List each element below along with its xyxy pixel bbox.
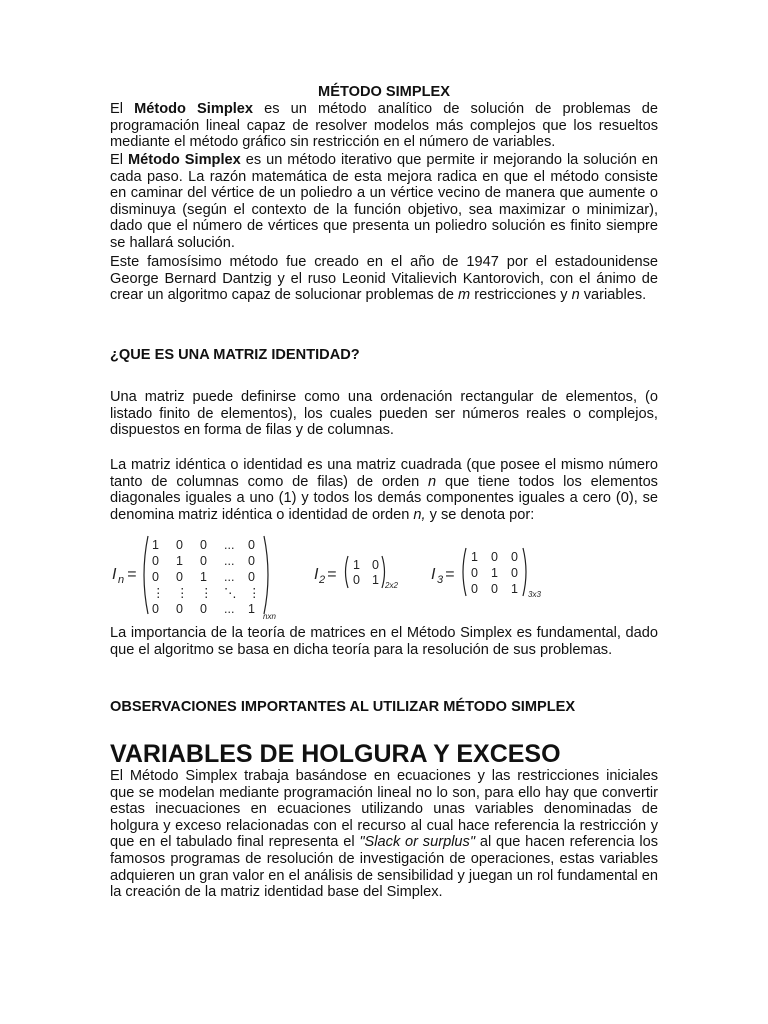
p5-post: y se denota por:: [425, 506, 535, 523]
paragraph-history: [110, 254, 658, 304]
paragraph-identidad-def: [110, 457, 658, 523]
in-cell: ⋮: [248, 586, 261, 600]
i3-cell: 1: [511, 582, 518, 596]
i3-cell: 0: [491, 550, 498, 564]
in-cell: 0: [200, 602, 207, 616]
in-cell: 1: [152, 538, 159, 552]
i3-subscript: 3: [437, 574, 444, 586]
p5-pre: La matriz idéntica o identidad es una matriz cuadrada (que posee el mismo número tanto de columnas como de filas) de orden: [110, 457, 658, 490]
in-cell: 0: [248, 570, 255, 584]
p3-mid: restricciones y: [470, 287, 572, 304]
i3-equals: =: [445, 566, 455, 583]
p2-post: es un método iterativo que permite ir mejorando la solución en cada paso. La razón matemática de esta mejora radica en que el método consiste en caminar del vértice de un poliedro a un vértice vecino de manera que aumente o disminuya (según el contexto de la función objetivo, sea maximizar o minimizar), dado que el número de vértices que presenta un poliedro solución es finito siempre se hallará solución.: [110, 152, 659, 251]
i2-cell: 0: [353, 573, 360, 587]
in-cell: ⋮: [176, 586, 189, 600]
p5-n1: n: [428, 473, 437, 490]
p1-post: es un método analítico de solución de problemas de programación lineal capaz de resolver modelos más complejos que los resueltos mediante el método gráfico sin restricción en el número de variables.: [110, 101, 658, 151]
i3-matrix-cells: [471, 550, 518, 596]
in-cell: 0: [248, 538, 255, 552]
formula-i3: [431, 548, 541, 599]
p3-n: n: [571, 287, 580, 304]
in-cell: 1: [248, 602, 255, 616]
p7-slack: "Slack or surplus": [359, 834, 476, 851]
in-cell: 0: [200, 538, 207, 552]
heading-matriz-identidad: ¿QUE ES UNA MATRIZ IDENTIDAD?: [110, 347, 360, 363]
in-cell: 0: [152, 554, 159, 568]
in-cell: ...: [224, 602, 235, 616]
p3-pre: Este famosísimo método fue creado en el año de 1947 por el estadounidense George Bernard Dantzig y el ruso Leonid Vitalievich Kantorovich, con el ánimo de crear un algoritmo capaz de solucionar problemas de: [110, 254, 658, 304]
in-cell: 0: [152, 602, 159, 616]
in-left-paren: [144, 536, 148, 614]
i2-cell: 1: [353, 558, 360, 572]
heading-observaciones: OBSERVACIONES IMPORTANTES AL UTILIZAR MÉTODO SIMPLEX: [110, 699, 576, 715]
in-cell: ...: [224, 538, 235, 552]
in-cell: 0: [176, 602, 183, 616]
i3-order: 3x3: [528, 590, 541, 599]
p3-m: m: [458, 287, 471, 304]
formula-in: [112, 536, 276, 621]
i3-cell: 1: [491, 566, 498, 580]
paragraph-holgura: [110, 768, 658, 901]
i3-cell: 0: [491, 582, 498, 596]
in-subscript: n: [118, 574, 125, 586]
identity-matrix-formulas: [110, 532, 658, 622]
formula-i2: [314, 556, 398, 590]
heading-variables-holgura: VARIABLES DE HOLGURA Y EXCESO: [110, 740, 561, 768]
i3-left-paren: [463, 548, 466, 596]
paragraph-intro: [110, 101, 658, 151]
i2-order: 2x2: [385, 581, 398, 590]
paragraph-matriz-def: Una matriz puede definirse como una ordenación rectangular de elementos, (o listado finito de elementos), los cuales pueden ser números reales o complejos, dispuestos en forma de filas y de columnas.: [110, 389, 658, 439]
in-cell: 0: [200, 554, 207, 568]
i3-cell: 0: [471, 582, 478, 596]
p1-pre: El: [110, 101, 135, 117]
i2-cell: 0: [372, 558, 379, 572]
p7-post: al que hacen referencia los famosos programas de resolución de investigación de operaciones, estas variables adquieren un gran valor en el análisis de sensibilidad y juegan un rol fundamental en la creación de la matriz identidad base del Simplex.: [110, 834, 659, 901]
document-title: MÉTODO SIMPLEX: [318, 84, 450, 100]
in-cell: ⋮: [152, 586, 165, 600]
i2-left-paren: [346, 556, 349, 588]
p1-bold: Método Simplex: [134, 101, 254, 117]
i3-cell: 0: [511, 566, 518, 580]
in-cell: 0: [176, 570, 183, 584]
formula-figure: [110, 532, 658, 622]
in-label: I: [112, 566, 117, 583]
in-matrix-cells: [152, 538, 261, 616]
p5-n2: n,: [413, 506, 426, 523]
in-cell: 0: [176, 538, 183, 552]
i3-cell: 0: [511, 550, 518, 564]
in-cell: ⋱: [224, 586, 237, 600]
in-cell: 1: [176, 554, 183, 568]
i2-cell: 1: [372, 573, 379, 587]
in-order: nxn: [263, 612, 276, 621]
paragraph-importancia: La importancia de la teoría de matrices en el Método Simplex es fundamental, dado que el algoritmo se basa en dicha teoría para la resolución de sus problemas.: [110, 625, 658, 658]
in-right-paren: [264, 536, 268, 614]
p2-bold: Método Simplex: [127, 152, 241, 168]
in-equals: =: [127, 566, 137, 583]
in-cell: 0: [152, 570, 159, 584]
paragraph-iterative: [110, 152, 658, 252]
in-cell: 1: [200, 570, 207, 584]
i3-label: I: [431, 566, 436, 583]
p3-post: variables.: [579, 287, 647, 304]
i2-equals: =: [327, 566, 337, 583]
i3-cell: 1: [471, 550, 478, 564]
in-cell: ⋮: [200, 586, 213, 600]
i2-matrix-cells: [353, 558, 379, 587]
i2-subscript: 2: [319, 574, 326, 586]
p2-pre: El: [110, 152, 128, 168]
in-cell: ...: [224, 570, 235, 584]
p7-pre: El Método Simplex trabaja basándose en ecuaciones y las restricciones iniciales que se modelan mediante programación lineal no lo son, para ello hay que convertir estas inecuaciones en ecuaciones utilizando unas variables denominadas de holgura y exceso relacionadas con el recurso al cual hace referencia la restricción y que en el tabulado final representa el: [110, 768, 658, 851]
p5-mid: que tiene todos los elementos diagonales iguales a uno (1) y todos los demás componentes iguales a cero (0), se denomina matriz idéntica o identidad de orden: [110, 473, 658, 523]
in-cell: ...: [224, 554, 235, 568]
i3-right-paren: [523, 548, 526, 596]
i2-label: I: [314, 566, 319, 583]
i3-cell: 0: [471, 566, 478, 580]
in-cell: 0: [248, 554, 255, 568]
